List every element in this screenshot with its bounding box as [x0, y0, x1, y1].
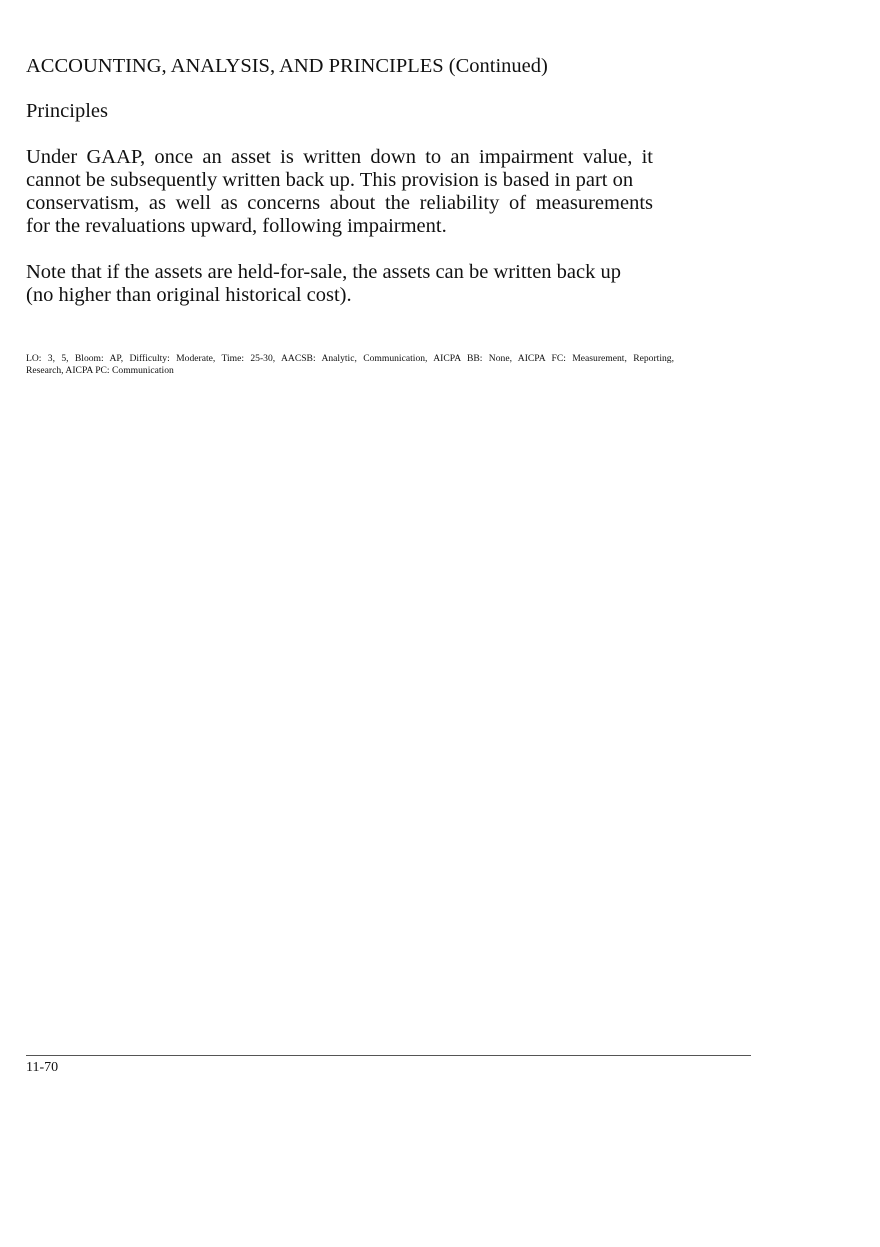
footer-divider	[26, 1055, 751, 1056]
learning-objective-metadata	[26, 353, 674, 377]
page-header-title: ACCOUNTING, ANALYSIS, AND PRINCIPLES (Continued)	[26, 55, 548, 77]
paragraph-line: cannot be subsequently written back up. This provision is based in part on	[26, 169, 634, 191]
paragraph-held-for-sale	[26, 261, 636, 307]
page-number: 11-70	[26, 1060, 59, 1075]
paragraph-line: Note that if the assets are held-for-sale, the assets can be written back up	[26, 261, 622, 283]
paragraph-line: (no higher than original historical cost).	[26, 284, 352, 306]
section-heading: Principles	[26, 100, 108, 122]
metadata-line: Research, AICPA PC: Communication	[26, 365, 174, 376]
paragraph-line: for the revaluations upward, following impairment.	[26, 215, 447, 237]
paragraph-impairment-rule	[26, 146, 653, 238]
metadata-line: LO: 3, 5, Bloom: AP, Difficulty: Moderate, Time: 25-30, AACSB: Analytic, Communication, AICPA BB: None, AICPA FC: Measurement, Reporting,	[26, 353, 674, 364]
paragraph-line: conservatism, as well as concerns about the reliability of measurements	[26, 192, 653, 214]
paragraph-line: Under GAAP, once an asset is written down to an impairment value, it	[26, 146, 653, 168]
